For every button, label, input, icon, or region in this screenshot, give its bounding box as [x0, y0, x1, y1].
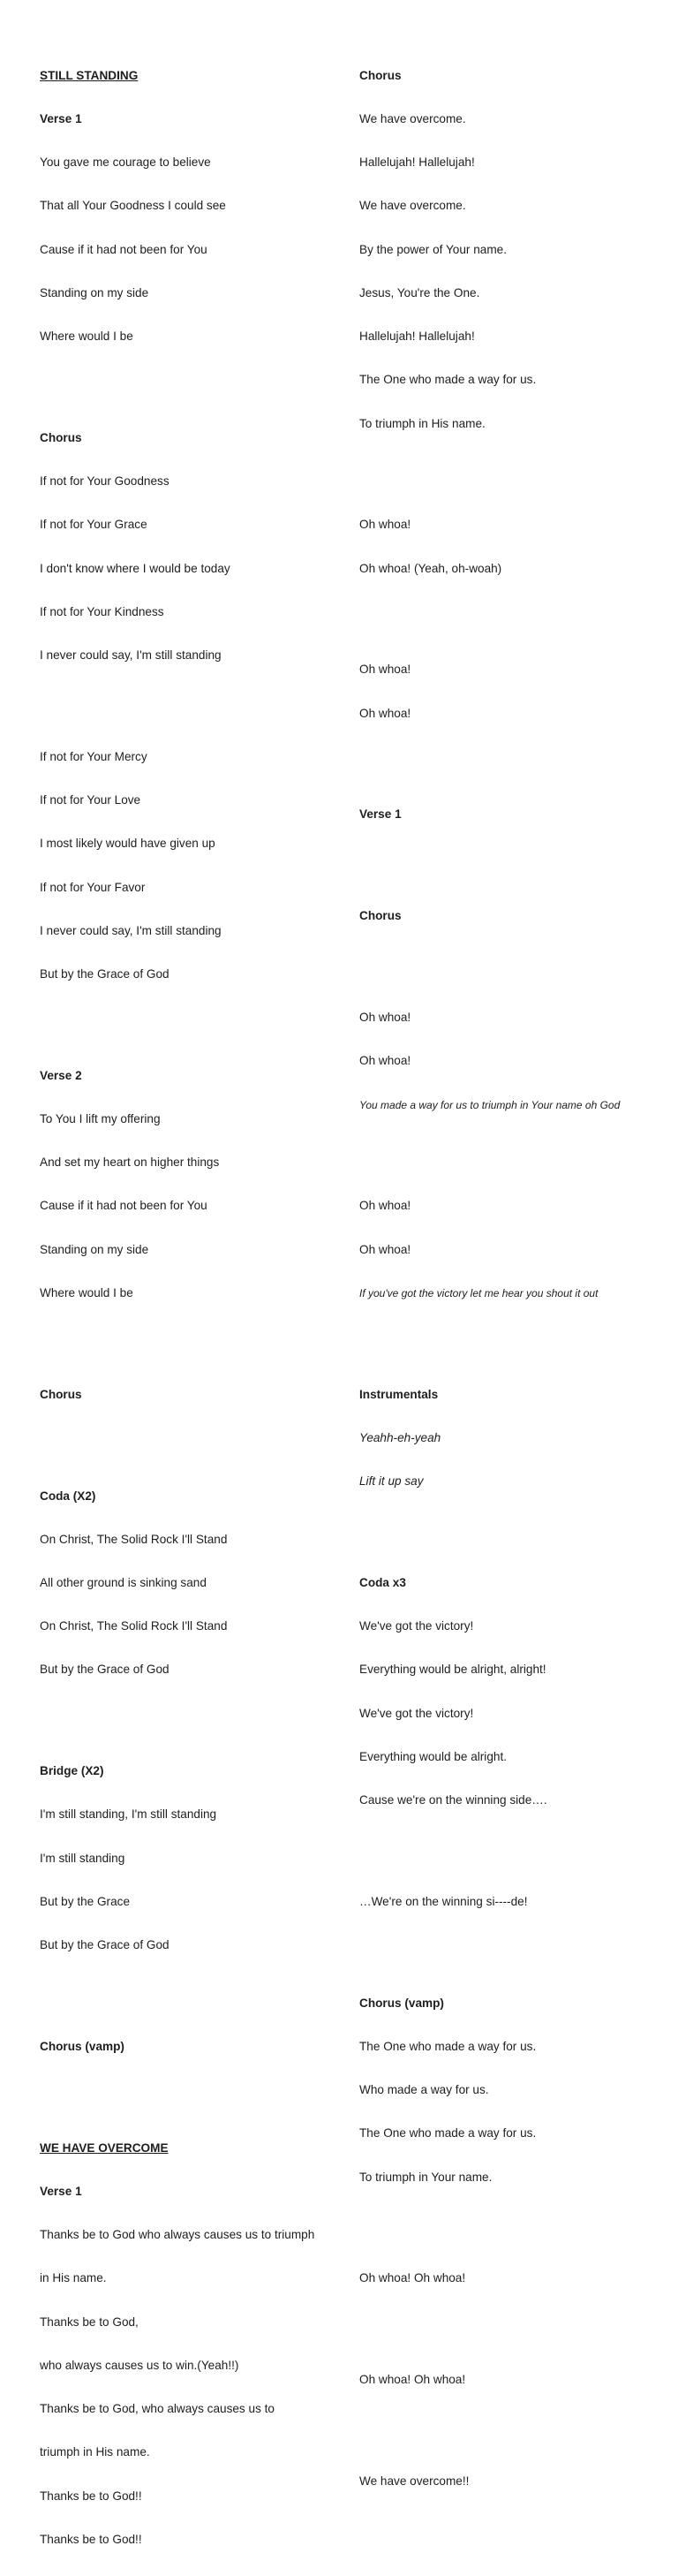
lyric-line: Thanks be to God, [40, 2315, 139, 2329]
spacer [359, 1141, 664, 1155]
lyric-line: We have overcome. [359, 112, 466, 126]
lyric-line: Oh whoa! [359, 518, 411, 532]
lyric-line: All other ground is sinking sand [40, 1575, 207, 1589]
lyric-line: But by the Grace of God [40, 1938, 170, 1952]
lyric-line: We've got the victory! [359, 1706, 474, 1720]
spacer [359, 750, 664, 764]
ad-lib-note: If you've got the victory let me hear you shout it out [359, 1286, 599, 1299]
spacer [40, 1330, 327, 1344]
ad-lib-line: Lift it up say [359, 1474, 424, 1489]
lyric-line: The One who made a way for us. [359, 2039, 537, 2053]
lyric-line: Everything would be alright, alright! [359, 1663, 546, 1677]
lyric-line: Standing on my side [40, 1242, 149, 1256]
song-title-we-have-overcome: WE HAVE OVERCOME [40, 2140, 169, 2155]
instrumentals-heading: Instrumentals [359, 1387, 439, 1401]
lyric-line: Cause if it had not been for You [40, 1199, 207, 1213]
spacer [359, 1330, 664, 1344]
lyric-line: If not for Your Favor [40, 880, 146, 894]
lyric-line: Jesus, You're the One. [359, 285, 480, 299]
lyric-line: …We're on the winning si----de! [359, 1894, 528, 1908]
lyric-line: On Christ, The Solid Rock I'll Stand [40, 1619, 228, 1633]
lyric-line: Thanks be to God!! [40, 2489, 142, 2503]
chorus-heading: Chorus [40, 430, 82, 444]
bridge-heading: Bridge (X2) [40, 1764, 104, 1778]
lyric-line: You gave me courage to believe [40, 155, 211, 170]
lyric-line: I never could say, I'm still standing [40, 648, 222, 663]
lyric-line: Where would I be [40, 330, 133, 344]
spacer [359, 953, 664, 967]
lyric-line: Oh whoa! Oh whoa! [359, 2373, 466, 2387]
lyric-line: But by the Grace of God [40, 1663, 170, 1677]
lyric-line: By the power of Your name. [359, 242, 508, 256]
lyric-line: Everything would be alright. [359, 1749, 507, 1763]
lyric-line: Hallelujah! Hallelujah! [359, 155, 475, 170]
lyric-line: And set my heart on higher things [40, 1155, 220, 1170]
spacer [359, 852, 664, 866]
verse-1-heading: Verse 1 [40, 112, 82, 126]
spacer [359, 2416, 664, 2430]
spacer [40, 692, 327, 706]
lyric-line: The One who made a way for us. [359, 373, 537, 387]
verse-2-heading: Verse 2 [40, 1068, 82, 1082]
lyric-line: Oh whoa! (Yeah, oh-woah) [359, 561, 502, 575]
spacer [40, 2083, 327, 2097]
verse-1-reference: Verse 1 [359, 807, 402, 822]
ad-lib-line: Yeahh-eh-yeah [359, 1430, 441, 1444]
spacer [359, 1938, 664, 1952]
lyric-line: If not for Your Mercy [40, 749, 147, 763]
lyric-line: Where would I be [40, 1285, 133, 1299]
lyric-line: Oh whoa! [359, 1011, 411, 1025]
coda-heading: Coda (X2) [40, 1489, 96, 1503]
spacer [359, 2214, 664, 2228]
lyric-line: Cause if it had not been for You [40, 242, 207, 256]
right-column [359, 40, 664, 2518]
left-column [40, 40, 327, 2576]
spacer [359, 1837, 664, 1851]
lyric-line: To triumph in His name. [359, 416, 486, 430]
chorus-heading-song2: Chorus [359, 68, 402, 82]
lyric-line: If not for Your Kindness [40, 604, 164, 618]
lyric-line: Thanks be to God who always causes us to triumph [40, 2228, 315, 2242]
chorus-vamp-heading: Chorus (vamp) [40, 2039, 124, 2053]
lyric-line: I most likely would have given up [40, 837, 215, 851]
lyric-line: That all Your Goodness I could see [40, 199, 226, 213]
lyric-line: Cause we're on the winning side…. [359, 1793, 547, 1807]
lyric-line: Standing on my side [40, 285, 149, 299]
lyric-line: Thanks be to God!! [40, 2532, 142, 2546]
spacer [359, 605, 664, 619]
lyric-line: Oh whoa! [359, 706, 411, 720]
lyric-line: Oh whoa! Oh whoa! [359, 2271, 466, 2285]
lyric-line: If not for Your Goodness [40, 474, 170, 489]
spacer [40, 1707, 327, 1721]
lyric-line: If not for Your Grace [40, 518, 147, 532]
spacer [359, 460, 664, 474]
chorus-repeat-heading: Chorus [40, 1387, 82, 1401]
lyric-line: If not for Your Love [40, 793, 141, 807]
spacer [40, 1431, 327, 1445]
spacer [40, 373, 327, 387]
lyric-line: But by the Grace [40, 1894, 131, 1908]
spacer [40, 1011, 327, 1025]
lyric-line: Who made a way for us. [359, 2083, 489, 2097]
lyric-line: We have overcome. [359, 199, 466, 213]
lyric-line: Oh whoa! [359, 1199, 411, 1213]
lyric-line: We've got the victory! [359, 1619, 474, 1633]
lyric-line: Oh whoa! [359, 663, 411, 677]
lyric-line: On Christ, The Solid Rock I'll Stand [40, 1532, 228, 1546]
lyric-line: The One who made a way for us. [359, 2126, 537, 2140]
spacer [359, 2315, 664, 2330]
lyric-line: I never could say, I'm still standing [40, 923, 222, 937]
lyric-line: triumph in His name. [40, 2445, 150, 2459]
chorus-vamp-heading-song2: Chorus (vamp) [359, 1996, 444, 2010]
lyric-line: Hallelujah! Hallelujah! [359, 330, 475, 344]
lyric-line: Oh whoa! [359, 1242, 411, 1256]
chorus-reference: Chorus [359, 909, 402, 923]
song-title-still-standing: STILL STANDING [40, 68, 139, 82]
lyric-line: To You I lift my offering [40, 1112, 161, 1126]
lyric-line: I'm still standing [40, 1851, 125, 1865]
lyric-line: Oh whoa! [359, 1054, 411, 1068]
lyric-line: I don't know where I would be today [40, 561, 230, 575]
spacer [40, 1981, 327, 1996]
spacer [359, 1518, 664, 1532]
ad-lib-note: You made a way for us to triumph in Your name oh God [359, 1098, 621, 1111]
lyric-line: I'm still standing, I'm still standing [40, 1807, 217, 1822]
coda-heading-song2: Coda x3 [359, 1575, 406, 1589]
lyric-line: To triumph in Your name. [359, 2170, 493, 2184]
lyric-line: Thanks be to God, who always causes us to [40, 2402, 275, 2416]
verse-1-heading-song2: Verse 1 [40, 2185, 82, 2198]
lyric-line: who always causes us to win.(Yeah!!) [40, 2358, 239, 2372]
lyric-line: in His name. [40, 2271, 107, 2285]
lyric-line: We have overcome!! [359, 2474, 470, 2489]
lyric-line: But by the Grace of God [40, 966, 170, 981]
